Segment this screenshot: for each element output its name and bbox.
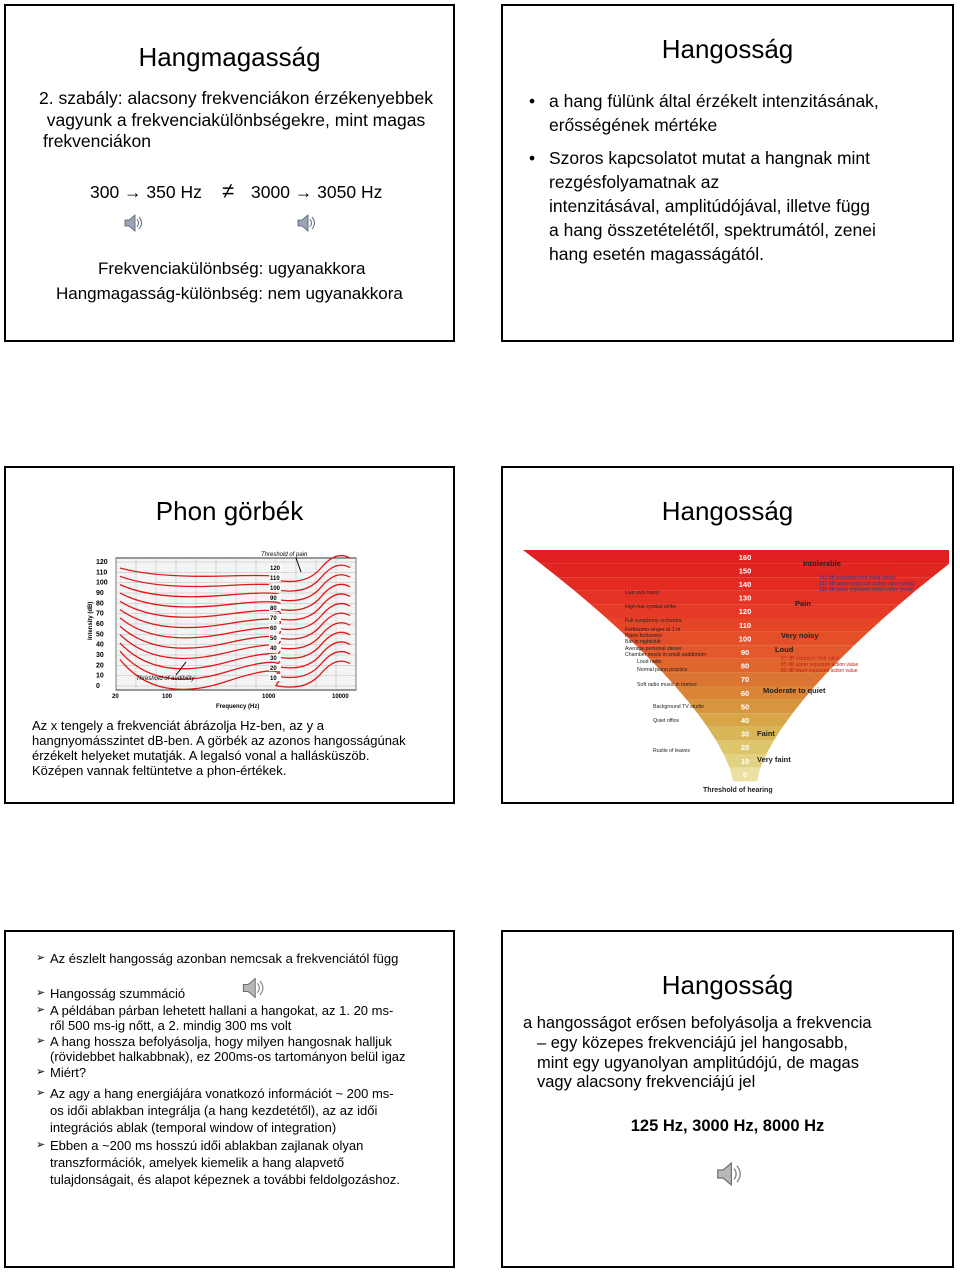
bullet-line: rezgésfolyamatnak az [549,172,720,192]
slide-title: Hangosság [661,970,794,1000]
bullet-item [36,986,186,1001]
sound-source-label: Bar in nightclub [625,639,661,645]
sound-source-label: Normal piano practice [637,667,688,673]
speaker-icon[interactable] [123,213,145,233]
bullet-line: a hang fülünk által érzékelt intenzitásának, [549,91,879,111]
sound-source-label: Soft radio music in homes [637,682,697,688]
bullet-item [529,146,949,266]
sound-source-label: Chamber music in small auditorium [625,652,707,658]
level-label: 50 [740,702,750,712]
y-axis-label: Intensity (dB) [88,601,94,640]
bullet-line: hang esetén magasságától. [549,244,765,264]
bullet-line: Az agy a hang energiájára vonatkozó információt ~ 200 ms- [50,1086,394,1101]
exposure-limit-label: 80 dB lower exposure action value [781,668,858,674]
exposure-limit-label: 137 dB upper exposure action value (peak) [819,581,915,587]
x-axis-label: Frequency (Hz) [216,704,260,710]
y-tick-label: 110 [96,569,108,577]
arrow-bullet-icon: ➢ [36,1139,46,1151]
y-tick-label: 60 [96,621,104,628]
level-label: 150 [738,566,752,576]
sound-source-label: Background TV studio [653,704,704,710]
phon-label: 100 [270,586,281,592]
phon-label: 50 [270,636,277,642]
y-tick-label: 80 [96,600,104,608]
arrow-bullet-icon: ➢ [36,1004,46,1016]
level-label: 100 [738,634,752,644]
note-pitch-difference: Hangmagasság-különbség: nem ugyanakkora [56,284,403,303]
exposure-limit-label: 135 dB lower exposure action value (peak) [819,587,914,593]
bullet-dot-icon: • [529,91,536,111]
example-frequencies: 125 Hz, 3000 Hz, 8000 Hz [630,1117,825,1135]
phon-label: 10 [270,676,277,682]
caption-line: érzékelt helyeket mutatják. A legalsó vonal a hallásküszöb. [32,748,370,763]
bullet-item [36,1065,87,1080]
sound-source-label: Live rock band [625,590,659,596]
sound-source-label: Rustle of leaves [653,748,690,754]
bullet-line: erősségének mértéke [549,115,718,135]
body-line: vagy alacsony frekvenciájú jel [537,1073,756,1091]
y-tick-label: 120 [96,559,108,566]
slide-hangmagassag [4,4,455,342]
speaker-icon[interactable] [296,213,318,233]
x-tick-label: 20 [112,694,119,700]
bullet-line: a hang összetételétől, spektrumától, zenei [549,220,876,240]
bullet-line: transzformációk, amelyek kiemelik a hang alapvető [50,1155,345,1170]
level-label: 160 [738,552,752,562]
x-tick-label: 1000 [262,694,276,700]
pain-threshold-label: Threshold of pain [261,552,308,558]
phon-label: 20 [270,666,277,672]
sound-source-label: Average personal stereo [625,646,682,652]
level-label: 20 [740,743,750,753]
arrow-bullet-icon: ➢ [36,1087,46,1099]
bullet-line: Szoros kapcsolatot mutat a hangnak mint [549,148,871,168]
zone-label: Pain [795,599,811,608]
body-line: mint egy ugyanolyan amplitúdójú, de magas [537,1054,859,1072]
bullet-text: Hangosság szummáció [50,986,186,1001]
level-label: 30 [740,729,750,739]
bullet-item [36,1003,394,1033]
level-label: 90 [740,647,750,657]
bullet-line: A hang hossza befolyásolja, hogy milyen hangosnak halljuk [50,1034,392,1049]
bullet-dot-icon: • [529,148,536,168]
y-tick-label: 100 [96,579,108,587]
bullet-line: integrációs ablak (temporal window of integration) [50,1120,337,1135]
level-label: 110 [738,620,752,630]
speaker-icon[interactable] [241,976,267,1000]
sound-source-label: Fortissimo singer at 1 m [625,627,681,633]
bullet-item [36,951,399,966]
phon-label: 70 [270,616,277,622]
bullet-item [36,1034,406,1064]
bullet-text: Miért? [50,1065,87,1080]
bullet-item [529,89,949,137]
chart-caption [32,718,452,778]
rule-text [31,88,441,153]
x-tick-label: 100 [162,694,173,700]
phon-label: 40 [270,646,277,652]
zone-label: Very faint [757,755,791,764]
phon-label: 110 [270,576,280,582]
rule-line: 2. szabály: alacsony frekvenciákon érzékenyebbek [39,88,433,108]
body-line: – egy közepes frekvenciájú jel hangosabb, [537,1034,848,1052]
y-tick-label: 0 [96,683,100,690]
sound-source-label: Quiet office [653,718,680,724]
slide-title: Phon görbék [155,496,304,526]
y-tick-label: 40 [96,641,104,649]
bullet-line: (rövidebbet halkabbnak), ez 200ms-os tartományon belül igaz [50,1049,406,1064]
arrow-bullet-icon: ➢ [36,1066,46,1078]
bullet-line: intenzitásával, amplitúdójával, illetve függ [549,196,871,216]
zone-label: Moderate to quiet [763,686,826,695]
slide-loudness-scale [501,466,954,804]
level-label: 40 [740,715,750,725]
level-label: 120 [738,607,752,617]
level-label: 70 [740,675,750,685]
y-tick-label: 70 [96,610,104,618]
phon-curves-chart [86,550,366,710]
level-band [523,550,949,564]
y-tick-label: 90 [96,590,104,597]
rule-line: frekvenciákon [43,131,151,151]
exposure-limit-label: 85 dB upper exposure action value [781,662,859,668]
threshold-hearing-label: Threshold of hearing [703,787,773,794]
body-line: a hangosságot erősen befolyásolja a frekvencia [523,1014,872,1032]
level-label: 140 [738,579,752,589]
bullet-text: Az észlelt hangosság azonban nemcsak a frekvenciától függ [50,951,399,966]
slide-title: Hangmagasság [138,42,321,72]
note-frequency-difference: Frekvenciakülönbség: ugyanakkora [98,259,366,278]
exposure-limit-label: 87 dB exposure limit value [781,656,840,662]
level-label: 80 [740,661,750,671]
arrow-bullet-icon: ➢ [36,1035,46,1047]
bullet-line: ről 500 ms-ig nőtt, a 2. mindig 300 ms volt [50,1018,292,1033]
arrow-bullet-icon: ➢ [36,952,46,964]
sound-source-label: Piano fortissimo [625,633,662,639]
level-label: 0 [742,770,748,780]
audibility-threshold-label: Threshold of audibility [136,676,195,682]
zone-label: Faint [757,729,775,738]
y-tick-label: 30 [96,652,104,659]
bullet-line: A példában párban lehetett hallani a hangokat, az 1. 20 ms- [50,1003,394,1018]
sound-source-label: Full symphony orchestra [625,618,682,624]
y-tick-label: 10 [96,672,104,680]
bullet-item [36,1137,400,1188]
slide-title: Hangosság [661,496,794,526]
loudness-funnel-chart [513,546,949,802]
x-tick-label: 10000 [332,694,349,700]
freq-right: 3000 → 3050 Hz [251,182,383,202]
level-label: 60 [740,688,750,698]
caption-line: Az x tengely a frekvenciát ábrázolja Hz-ben, az y a [32,718,324,733]
sound-source-label: High-hat cymbal strike [625,604,677,610]
bullet-line: os idői ablakban integrálja (a hang kezdetétől), az az idői [50,1103,378,1118]
phon-label: 30 [270,656,277,662]
caption-line: hangnyomásszintet dB-ben. A görbék az azonos hangosságúnak [32,733,406,748]
bullet-line: Ebben a ~200 ms hosszú idői ablakban zajlanak olyan [50,1138,364,1153]
phon-label: 60 [270,626,277,632]
slide-loudness-frequency [501,930,954,1268]
phon-label: 120 [270,566,281,572]
caption-line: Középen vannak feltüntetve a phon-értékek. [32,763,287,778]
slide-hangossag-definition [501,4,954,342]
y-tick-label: 20 [96,662,104,670]
sound-source-label: Loud radio [637,659,662,665]
not-equal-sign: ≠ [222,178,235,203]
zone-label: Intolerable [803,559,841,568]
bullet-item [36,1085,394,1136]
level-label: 10 [740,756,750,766]
slide-title: Hangosság [661,34,794,64]
bullet-line: tulajdonságait, és alapot képeznek a további feldolgozáshoz. [50,1172,400,1187]
zone-label: Very noisy [781,631,819,640]
freq-left: 300 → 350 Hz [90,182,202,202]
rule-line: vagyunk a frekvenciakülönbségekre, mint magas [46,109,426,130]
phon-label: 80 [270,606,277,612]
slide-loudness-summation [4,930,455,1268]
speaker-icon[interactable] [715,1160,745,1188]
level-label: 130 [738,593,752,603]
exposure-limit-label: 140 dB exposure limit value (peak) [819,575,896,581]
zone-label: Loud [775,645,794,654]
y-tick-label: 50 [96,631,104,639]
slide-phon-curves [4,466,455,804]
arrow-bullet-icon: ➢ [36,987,46,999]
phon-label: 90 [270,596,277,602]
